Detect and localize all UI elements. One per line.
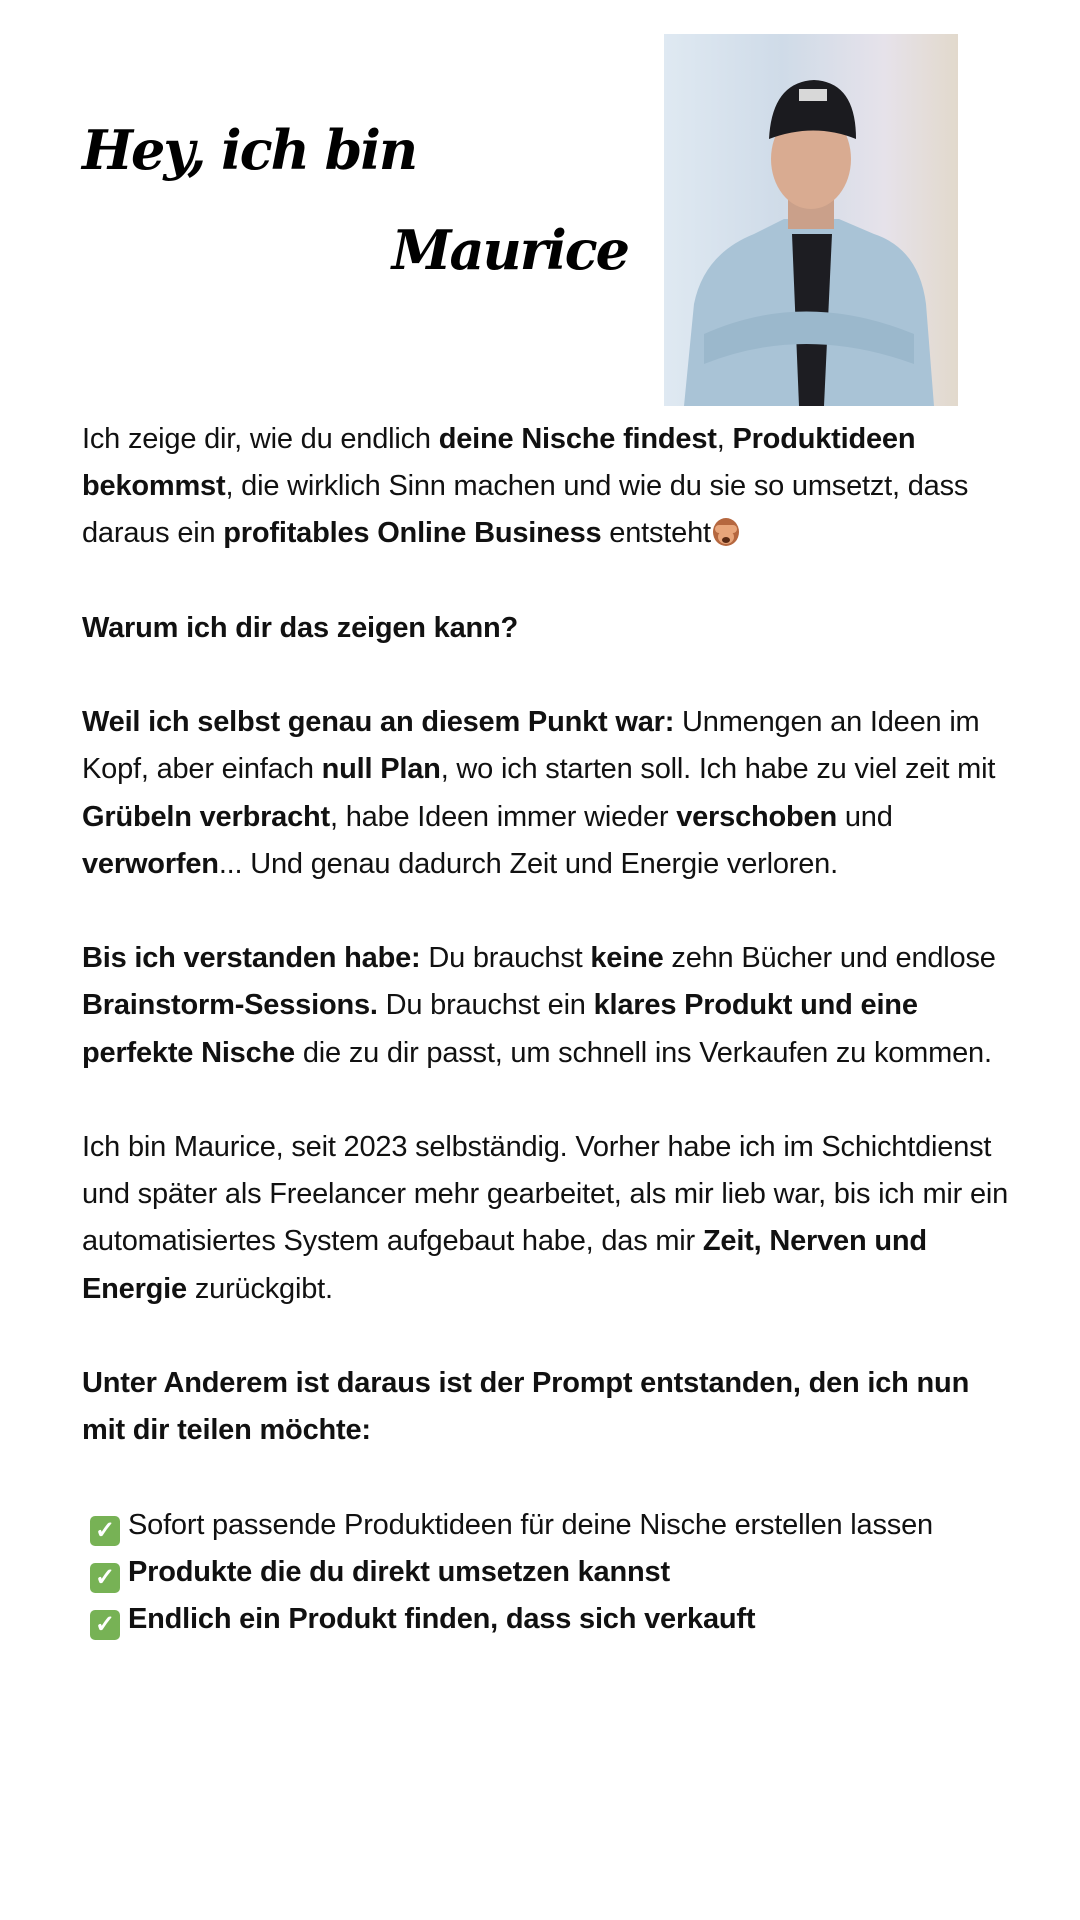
text: die zu dir passt, um schnell ins Verkaufen zu kommen. <box>295 1036 992 1069</box>
checklist-item <box>82 1596 1012 1643</box>
text: Ich bin Maurice, seit 2023 selbständig. Vorher habe ich im Schichtdienst und später als Freelancer mehr gearbeitet, als mir lieb war, bis ich mir ein automatisiertes System aufgebaut habe, das mir <box>82 1130 1009 1258</box>
text: , wo ich starten soll. Ich habe zu viel zeit mit <box>440 753 996 786</box>
bold-text: verschoben <box>676 800 837 833</box>
bold-text: Bis ich verstanden habe: <box>82 942 421 975</box>
about-text <box>82 416 1012 1643</box>
bold-text: Produkte die du direkt umsetzen kannst <box>128 1555 670 1588</box>
portrait-photo <box>664 34 958 406</box>
insight-paragraph <box>82 935 1012 1077</box>
text: zehn Bücher und endlose <box>663 942 996 975</box>
text: Unmengen an Ideen im Kopf, aber einfach <box>82 706 980 786</box>
bold-text: Weil ich selbst genau an diesem Punkt war: <box>82 706 675 739</box>
text: , die wirklich Sinn machen und wie du sie so umsetzt, dass daraus ein <box>82 470 969 550</box>
bold-text: Unter Anderem ist daraus ist der Prompt entstanden, den ich nun mit dir teilen möchte: <box>82 1366 970 1447</box>
text: Sofort passende Produktideen für deine Nische erstellen lassen <box>128 1508 933 1541</box>
text: Du brauchst <box>420 942 591 975</box>
bold-text: Warum ich dir das zeigen kann? <box>82 611 519 644</box>
bold-text: Brainstorm-Sessions. <box>82 989 378 1022</box>
text: , <box>716 423 733 455</box>
intro-paragraph <box>82 416 1012 558</box>
text: , habe Ideen immer wieder <box>330 800 677 833</box>
text: ... Und genau dadurch Zeit und Energie verloren. <box>218 847 838 880</box>
checklist-item <box>82 1502 1012 1549</box>
text: zurückgibt. <box>186 1272 333 1305</box>
text: entsteht <box>601 517 711 550</box>
see-no-evil-monkey-icon <box>711 515 741 547</box>
bold-text: keine <box>590 942 664 975</box>
heading-line-2: Maurice <box>391 218 628 282</box>
bold-text: Produktideen bekommst <box>82 423 916 503</box>
bold-text: klares Produkt und eine perfekte Nische <box>82 989 918 1069</box>
bold-text: null Plan <box>321 753 441 786</box>
text: Du brauchst ein <box>377 989 594 1022</box>
bold-text: Zeit, Nerven und Energie <box>82 1225 927 1305</box>
why-heading <box>82 605 1012 652</box>
bold-text: deine Nische findest <box>438 423 717 455</box>
check-mark-icon: ✓ <box>90 1563 120 1593</box>
bold-text: verworfen <box>82 847 219 880</box>
heading-line-1: Hey, ich bin <box>82 118 417 182</box>
bio-paragraph <box>82 1124 1012 1313</box>
check-mark-icon: ✓ <box>90 1610 120 1640</box>
bold-text: profitables Online Business <box>223 517 602 550</box>
benefit-checklist <box>82 1502 1012 1644</box>
bold-text: Endlich ein Produkt finden, dass sich verkauft <box>128 1602 756 1635</box>
story-paragraph <box>82 699 1012 888</box>
text: und <box>837 800 893 833</box>
text: Ich zeige dir, wie du endlich <box>82 423 439 455</box>
prompt-intro <box>82 1360 1012 1454</box>
checklist-item <box>82 1549 1012 1596</box>
check-mark-icon: ✓ <box>90 1516 120 1546</box>
bold-text: Grübeln verbracht <box>82 800 330 833</box>
